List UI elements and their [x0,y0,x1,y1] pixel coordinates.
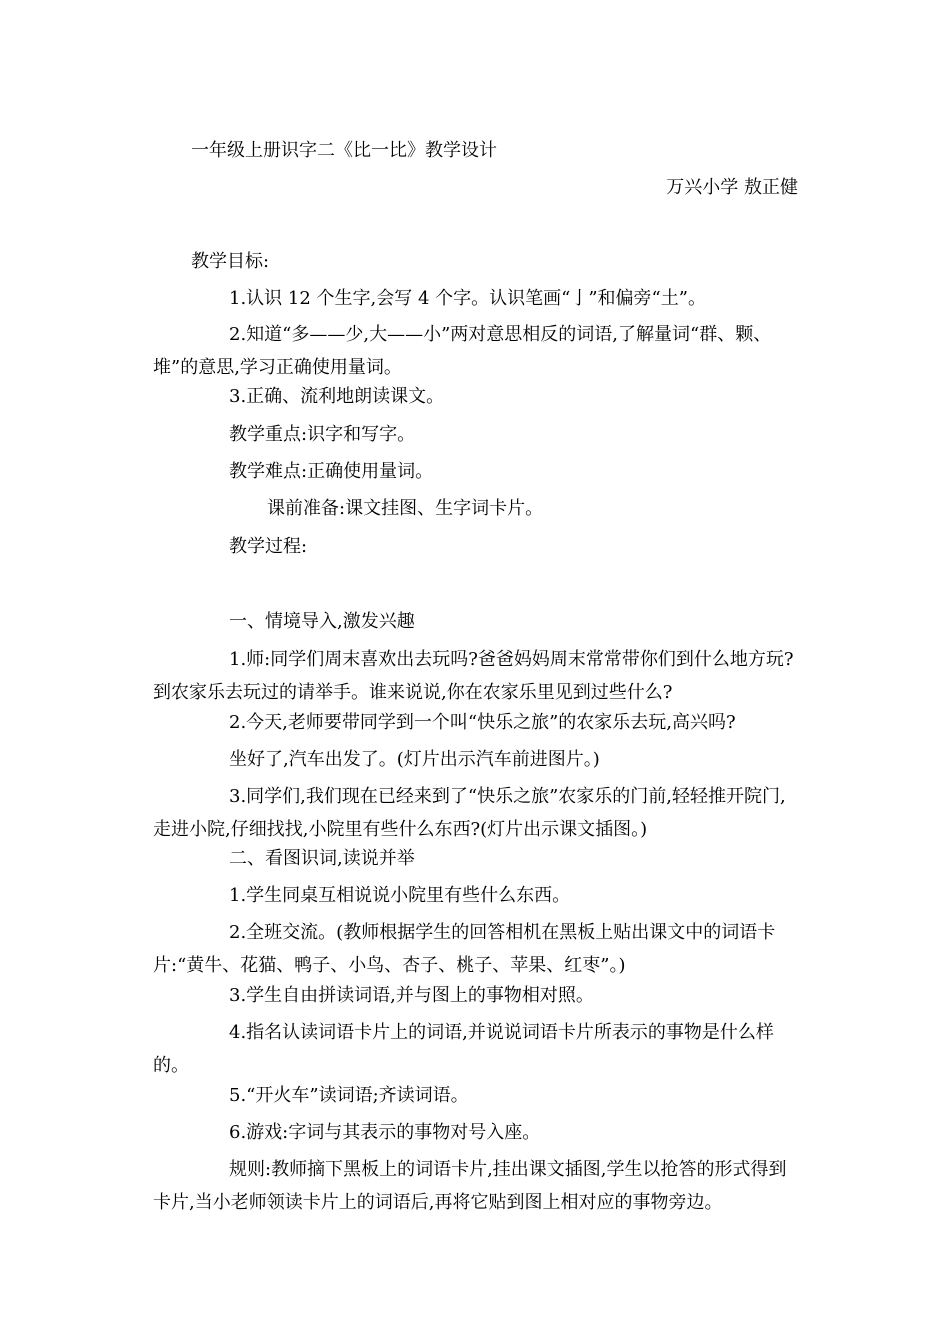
process-heading: 教学过程: [229,536,308,557]
document-author: 万兴小学 敖正健 [666,177,798,198]
preparation: 课前准备:课文挂图、生字词卡片。 [267,498,544,519]
objective-3: 3.正确、流利地朗读课文。 [229,386,445,407]
section-2-paragraph-5: 5.“开火车”读词语;齐读词语。 [229,1085,469,1106]
document-title: 一年级上册识字二《比一比》教学设计 [191,140,497,161]
section-2-paragraph-2: 2.全班交流。(教师根据学生的回答相机在黑板上贴出课文中的词语卡片:“黄牛、花猫、鸭子、小鸟、杏子、桃子、苹果、红枣”。) [153,922,776,976]
section-1-paragraph-1: 1.师:同学们周末喜欢出去玩吗?爸爸妈妈周末常常带你们到什么地方玩?到农家乐去玩过的请举手。谁来说说,你在农家乐里见到过些什么? [153,649,794,703]
section-2-paragraph-3: 3.学生自由拼读词语,并与图上的事物相对照。 [229,985,594,1006]
section-2-paragraph-7: 规则:教师摘下黑板上的词语卡片,挂出课文插图,学生以抢答的形式得到卡片,当小老师领读卡片上的词语后,再将它贴到图上相对应的事物旁边。 [153,1159,787,1213]
key-point: 教学重点:识字和写字。 [229,424,416,445]
difficulty: 教学难点:正确使用量词。 [229,461,434,482]
section-2-paragraph-4: 4.指名认读词语卡片上的词语,并说说词语卡片所表示的事物是什么样的。 [153,1022,774,1076]
section-1-paragraph-3: 3.同学们,我们现在已经来到了“快乐之旅”农家乐的门前,轻轻推开院门,走进小院,仔细找找,小院里有些什么东西?(灯片出示课文插图。) [153,786,786,840]
section-1-paragraph-2b: 坐好了,汽车出发了。(灯片出示汽车前进图片。) [229,749,600,770]
objective-2: 2.知道“多——少,大——小”两对意思相反的词语,了解量词“群、颗、堆”的意思,学习正确使用量词。 [153,324,772,378]
section-1-heading: 一、情境导入,激发兴趣 [229,611,415,632]
objectives-heading: 教学目标: [191,251,270,272]
section-1-paragraph-2: 2.今天,老师要带同学到一个叫“快乐之旅”的农家乐去玩,高兴吗? [229,712,736,733]
section-2-heading: 二、看图识词,读说并举 [229,848,415,869]
objective-1: 1.认识 12 个生字,会写 4 个字。认识笔画“亅”和偏旁“土”。 [229,288,706,309]
section-2-paragraph-1: 1.学生同桌互相说说小院里有些什么东西。 [229,885,571,906]
section-2-paragraph-6: 6.游戏:字词与其表示的事物对号入座。 [229,1122,541,1143]
